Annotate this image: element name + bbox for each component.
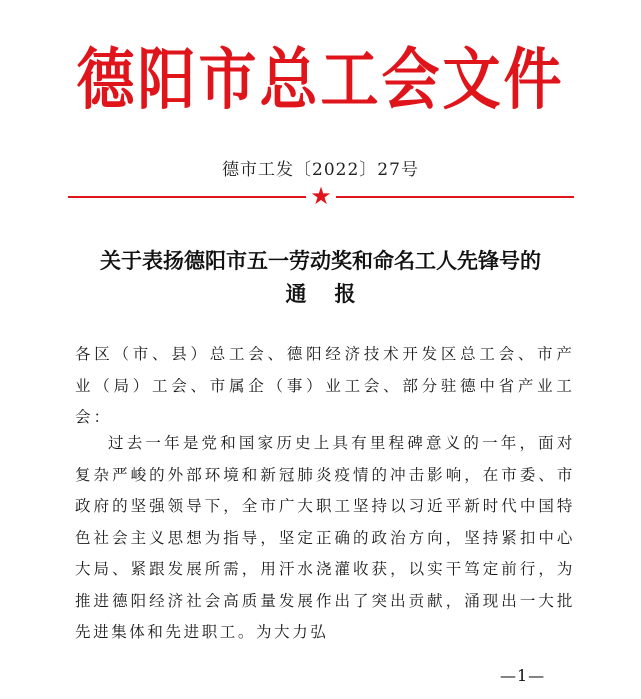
document-header-title: 德阳市总工会文件 [76,40,565,119]
page-number: —1— [500,666,546,685]
red-divider-right [336,196,574,198]
document-number: 德市工发〔2022〕27号 [222,160,419,180]
notice-title-line2: 通报 [285,281,384,306]
star-icon: ★ [310,182,332,210]
body-paragraph: 过去一年是党和国家历史上具有里程碑意义的一年，面对复杂严峻的外部环境和新冠肺炎疫情的冲击影响，在市委、市政府的坚强领导下，全市广大职工坚持以习近平新时代中国特色社会主义思想为指导，坚定正确的政治方向，坚持紧扣中心大局、紧跟发展所需，用汗水浇灌收获，以实干笃定前行，为推进德阳经济社会高质量发展作出了突出贡献，涌现出一大批先进集体和先进职工。为大力弘 [75,434,575,641]
salutation-recipients: 各区（市、县）总工会、德阳经济技术开发区总工会、市产业（局）工会、市属企（事）业工会、部分驻德中省产业工会： [75,345,575,426]
red-divider-left [68,196,306,198]
notice-title-line1: 关于表扬德阳市五一劳动奖和命名工人先锋号的 [100,248,541,273]
